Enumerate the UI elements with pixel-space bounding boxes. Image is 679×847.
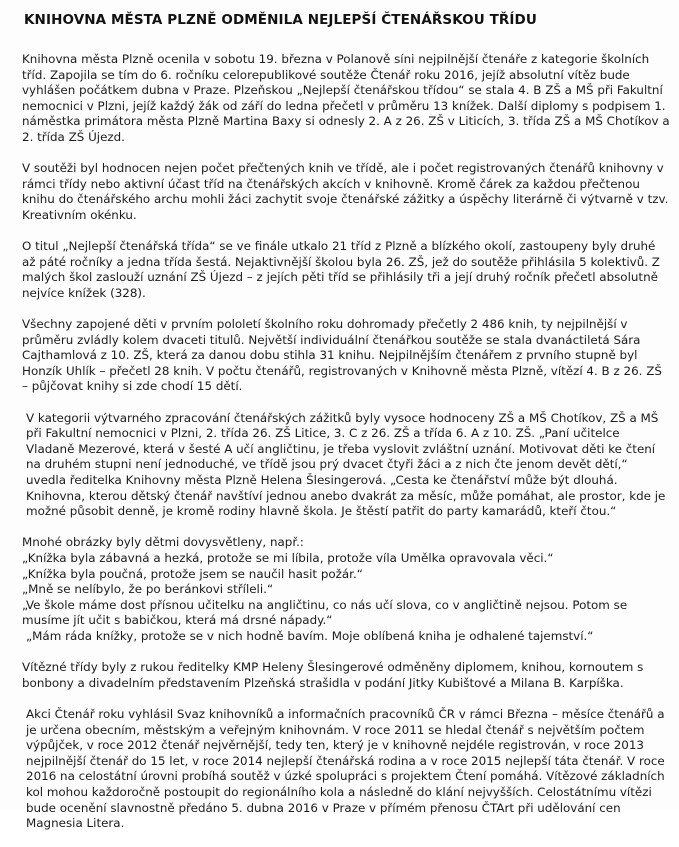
paragraph-awards: Vítězné třídy byly z rukou ředitelky KMP Heleny Šlesingerové odměněny diplomem, knihou, kornoutem s bonbony a divadelním představením Plzeňská strašidla v podání Jitky Kubištové a Milana B. Karpíška. [22, 660, 644, 690]
children-quotes [22, 535, 670, 644]
paragraph-evaluation: V soutěži byl hodnocen nejen počet přečtených knih ve třídě, ale i počet registrovaných čtenářů knihovny v rámci třídy nebo aktivní účast tříd na čtenářských akcích v knihovně. Kromě čárek za každou přečtenou knihu do čtenářského archu mohli žáci zachytit svoje čtenářské zážitky a úspěchy literárně či výtvarně v tzv. Kreativním okénku. [22, 161, 669, 222]
paragraph-competition-history: Akci Čtenář roku vyhlásil Svaz knihovníků a informačních pracovníků ČR v rámci Března – měsíce čtenářů a je určena obecním, městským a veřejným knihovnám. V roce 2011 se hledal čtenář s největším počtem výpůjček, v roce 2012 čtenář nejvěrnější, tedy ten, který je v knihovně nejdéle registrován, v roce 2013 nejpilnější čtenář do 15 let, v roce 2014 nejlepší čtenářská rodina a v roce 2015 nejlepší táta čtenář. V roce 2016 na celostátní úrovni probíhá soutěž v úzké spolupráci s projektem Čtení pomáhá. Vítězové základních kol mohou každoročně postoupit do regionálního kola a následně do klání nejvyšších. Celostátnímu vítězi bude ocenění slavnostně předáno 5. dubna 2016 v Praze v přímém přenosu ČTArt při udělování cen Magnesia Litera. [26, 706, 665, 831]
quote-item: „Mně se nelíbylo, že po beránkovi stříleli.“ [22, 582, 274, 597]
paragraph-intro: Knihovna města Plzně ocenila v sobotu 19. března v Polanově síni nejpilnější čtenáře z kategorie školních tříd. Zapojila se tím do 6. ročníku celorepublikové soutěže Čtenář roku 2016, jejíž absolutní vítěz bude vyhlášen počátkem dubna v Praze. Plzeňskou „Nejlepší čtenářskou třídou“ se stala 4. B ZŠ a MŠ při Fakultní nemocnici v Plzni, jejíž každý žák od září do ledna přečetl v průměru 13 knížek. Další diplomy s podpisem 1. náměstka primátora města Plzně Martina Baxy si odnesly 2. A z 26. ZŠ v Liticích, 3. třída ZŠ a MŠ Chotíkov a 2. třída ZŠ Újezd. [22, 52, 670, 144]
quote-item: „Knížka byla zábavná a hezká, protože se mi líbila, protože víla Umělka opravovala věci.“ [22, 551, 554, 565]
quote-item: „Knížka byla poučná, protože jsem se naučil hasit požár.“ [22, 566, 363, 581]
article-body [22, 52, 670, 847]
paragraph-final: O titul „Nejlepší čtenářská třída“ se ve finále utkalo 21 tříd z Plzně a blízkého okolí, zastoupeny byly druhé až páté ročníky a jedna třída šestá. Nejaktivnější školou byla 26. ZŠ, jež do soutěže přihlásila 5 kolektivů. Z malých škol zaslouží uznání ZŠ Újezd – z jejích pěti tříd se přihlásily tři a její druhý ročník přečetl absolutně nejvíce knížek (328). [22, 239, 660, 300]
paragraph-statistics: Všechny zapojené děti v prvním pololetí školního roku dohromady přečetly 2 486 knih, ty nejpilnější v průměru zvládly kolem dvaceti titulů. Největší individuální čtenářkou soutěže se stala dvanáctiletá Sára Cajthamlová z 10. ZŠ, která za danou dobu stihla 31 knihu. Nejpilnějším čtenářem z prvního stupně byl Honzík Uhlík – přečetl 28 knih. V počtu čtenářů, registrovaných v Knihovně města Plzně, vítězí 4. B z 26. ZŠ – půjčovat knihy si zde chodí 15 dětí. [22, 317, 662, 394]
quotes-intro: Mnohé obrázky byly dětmi dovysvětleny, např.: [22, 535, 304, 550]
article-title: KNIHOVNA MĚSTA PLZNĚ ODMĚNILA NEJLEPŠÍ ČTENÁŘSKOU TŘÍDU [24, 12, 537, 28]
quote-item: „Ve škole máme dost přísnou učitelku na angličtinu, co nás učí slova, co v angličtině nejsou. Potom se musíme jít učit s babičkou, která má drsné nápady.“ [22, 597, 628, 628]
paragraph-art-category: V kategorii výtvarného zpracování čtenářských zážitků byly vysoce hodnoceny ZŠ a MŠ Chotíkov, ZŠ a MŠ při Fakultní nemocnici v Plzni, 2. třída 26. ZŠ Litice, 3. C z 26. ZŠ a třída 6. A z 10. ZŠ. „Paní učitelce Vladaně Mezerové, která v šesté A učí angličtinu, je třeba vyslovit zvláštní uznání. Motivovat děti ke čtení na druhém stupni není jednoduché, ve třídě jsou prý dvacet čtyři žáci a z nich čte jenom devět dětí,“ uvedla ředitelka Knihovny města Plzně Helena Šlesingerová. „Cesta ke čtenářství může být dlouhá. Knihovna, kterou dětský čtenář navštíví jednou anebo dvakrát za měsíc, může pomáhat, ale prostor, kde je možné působit denně, je kromě rodiny hlavně škola. Je štěstí patřit do party kamarádů, kteří čtou.“ [26, 410, 666, 519]
quote-item: „Mám ráda knížky, protože se v nich hodně bavím. Moje oblíbená kniha je odhalené tajemství.“ [26, 628, 594, 643]
